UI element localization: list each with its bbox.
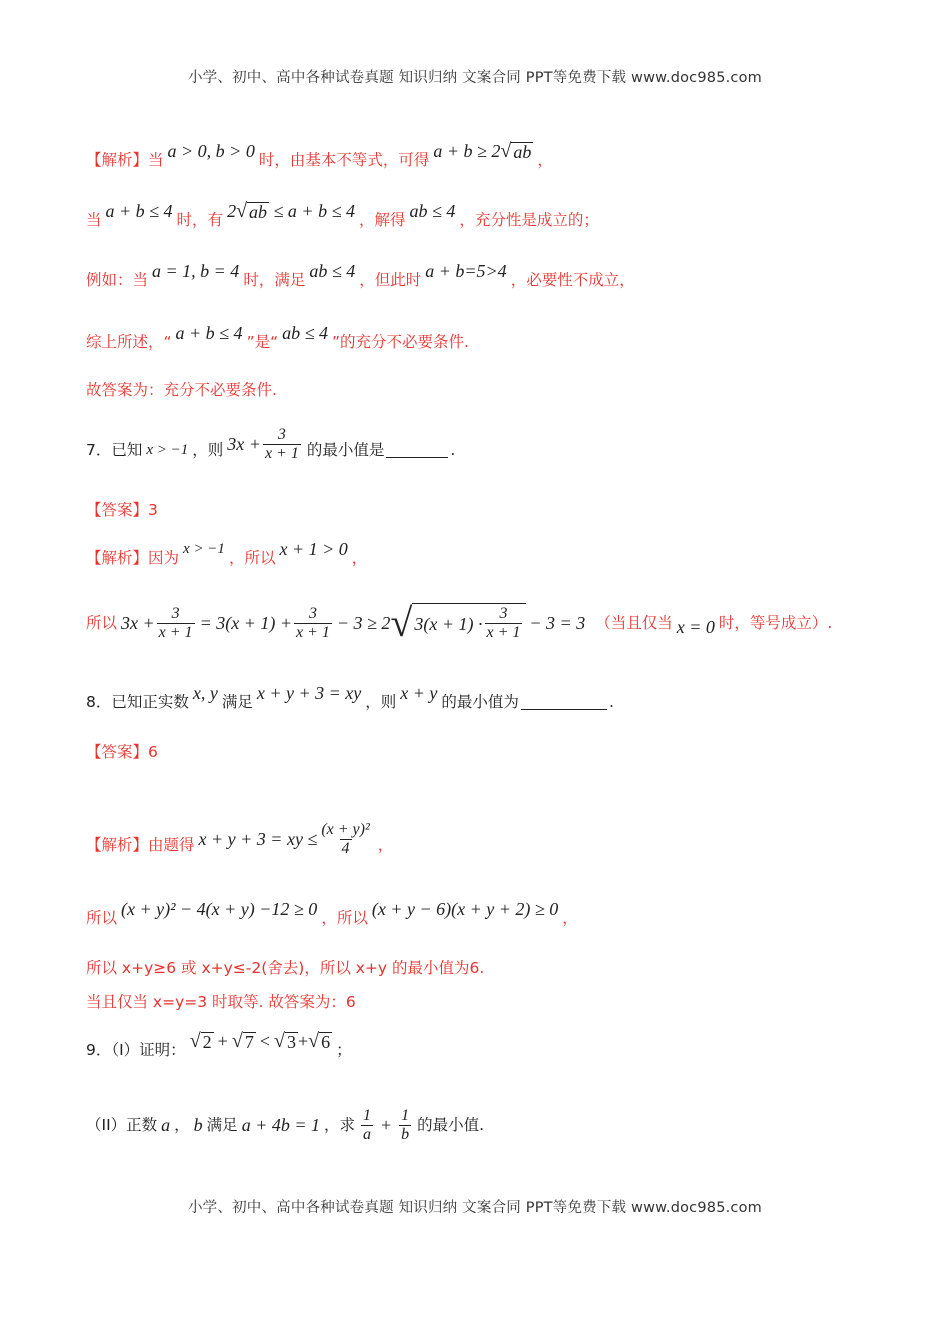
text: ，充分性是成立的；: [459, 211, 599, 229]
radicand: 3: [286, 1032, 296, 1052]
numerator: (x + y)²: [321, 820, 370, 838]
sqrt: √ 3: [273, 1030, 296, 1052]
math-part: a + b ≥ 2: [433, 141, 501, 161]
math-part: 3x +: [227, 434, 261, 454]
radicand: ab: [249, 202, 268, 222]
math-condition: ab ≤ 4: [282, 323, 329, 343]
radicand: 6: [321, 1032, 331, 1052]
text: ，求: [323, 1116, 355, 1134]
p6-analysis-line-4: [86, 323, 469, 352]
text: ，: [537, 151, 553, 169]
answer-tag: 【答案】: [86, 743, 149, 761]
math-inequality: (x + y − 6)(x + y + 2) ≥ 0: [371, 899, 559, 919]
text: 因为: [148, 549, 180, 567]
operator: +: [381, 1115, 392, 1135]
math-condition: a + b ≤ 4: [175, 323, 243, 343]
analysis-tag: 【解析】: [86, 549, 149, 567]
math-variable: a: [161, 1115, 171, 1135]
math-variables: x, y: [192, 683, 218, 703]
fraction: [263, 426, 301, 463]
fraction: [361, 1107, 373, 1144]
math-part: 3(x + 1) ·: [414, 613, 483, 634]
math-check: a + b=5>4: [425, 261, 507, 281]
text: .: [608, 693, 614, 711]
text: ，所以: [228, 549, 276, 567]
q7-analysis-line-1: [86, 539, 368, 568]
text: 的最小值为: [441, 693, 519, 711]
text: 时，由基本不等式，可得: [258, 151, 430, 169]
text: 故答案为：充分不必要条件.: [86, 381, 277, 399]
answer-blank: [521, 695, 607, 710]
question-number: 8．已知正实数: [86, 693, 189, 711]
math-part: − 3 ≥ 2: [336, 613, 391, 633]
p6-answer-line: [86, 380, 277, 400]
math-condition: x > −1: [146, 442, 189, 458]
operator: +: [297, 1031, 309, 1051]
math-inequality: [199, 821, 374, 858]
math-expression: [359, 1107, 413, 1144]
math-inequality: [433, 141, 533, 161]
sqrt: √ 3(x + 1) · $\frac{3}{x + 1}$: [390, 601, 526, 645]
text: （当且仅当: [595, 614, 673, 632]
math-example: a = 1, b = 4: [152, 261, 240, 281]
q8-analysis-line-1: [86, 820, 393, 870]
text: 时，满足: [243, 271, 306, 289]
answer-blank: [386, 443, 448, 458]
math-equality-condition: x = 0: [676, 617, 715, 637]
fraction: [157, 605, 195, 642]
math-condition: a + b ≤ 4: [105, 201, 173, 221]
text: （II）正数: [86, 1116, 158, 1134]
text: 的最小值是: [306, 441, 385, 459]
text: 当: [148, 151, 164, 169]
numerator: 1: [363, 1106, 371, 1124]
q9-part-1: [86, 1030, 352, 1060]
q7-question: [86, 425, 455, 475]
p6-analysis-line-2: [86, 200, 599, 230]
text: 时，等号成立）.: [718, 614, 833, 632]
math-part: = 3(x + 1) +: [199, 613, 292, 633]
text: ；: [336, 1041, 352, 1059]
radicand: 7: [244, 1032, 254, 1052]
radicand: ab: [513, 142, 532, 162]
math-part: x + y + 3 = xy ≤: [198, 829, 318, 849]
text: ”是“: [246, 333, 279, 351]
text: ，: [174, 1116, 190, 1134]
sqrt: √ 7: [231, 1030, 254, 1052]
answer-tag: 【答案】: [86, 501, 149, 519]
math-equation: x + y + 3 = xy: [256, 683, 362, 703]
answer-value: 6: [148, 743, 158, 761]
radicand: 2: [202, 1032, 212, 1052]
sqrt: √ ab: [500, 140, 532, 162]
text: 当且仅当 x=y=3 时取等. 故答案为：6: [86, 993, 356, 1011]
text: 的最小值.: [417, 1116, 485, 1134]
text: ，: [377, 836, 394, 854]
text: 所以: [86, 614, 118, 632]
math-derivation: [121, 601, 585, 645]
q7-answer: [86, 500, 158, 520]
denominator: x + 1: [158, 623, 193, 641]
operator: <: [259, 1031, 270, 1051]
text: 综上所述，“: [86, 333, 172, 351]
text: 时，有: [176, 211, 224, 229]
text: ，: [351, 549, 368, 567]
math-part: 3x +: [121, 613, 155, 633]
fraction: [294, 605, 332, 642]
math-result: ab ≤ 4: [409, 201, 456, 221]
text: ，: [562, 909, 578, 927]
numerator: 1: [401, 1106, 410, 1124]
math-condition: x > −1: [183, 541, 225, 557]
math-condition: a > 0, b > 0: [167, 141, 255, 161]
text: ，解得: [358, 211, 406, 229]
question-number: 9．（I）证明：: [86, 1041, 186, 1059]
math-condition: x + 1 > 0: [279, 539, 348, 559]
q8-analysis-line-2: [86, 899, 578, 928]
p6-analysis-line-3: [86, 261, 635, 290]
text: ，必要性不成立，: [510, 271, 635, 289]
text: 例如：当: [86, 271, 149, 289]
text: ，则: [192, 441, 224, 459]
text: ，所以: [321, 909, 368, 927]
numerator: 3: [499, 605, 508, 622]
math-part: ≤ a + b ≤ 4: [269, 201, 355, 221]
question-number: 7．已知: [86, 441, 143, 459]
text: 满足: [221, 693, 253, 711]
math-expression: x + y: [400, 683, 438, 703]
p6-analysis-line-1: [86, 140, 553, 170]
math-part: − 3 = 3: [529, 613, 586, 633]
q9-part-2: [86, 1100, 484, 1150]
math-expression: [227, 426, 303, 463]
page-header: 小学、初中、高中各种试卷真题 知识归纳 文案合同 PPT等免费下载 www.doc985.com: [187, 70, 763, 86]
numerator: 3: [308, 604, 317, 622]
fraction: [399, 1107, 411, 1144]
math-inequality: (x + y)² − 4(x + y) −12 ≥ 0: [121, 899, 318, 919]
text: 当: [86, 211, 102, 229]
operator: +: [217, 1031, 228, 1051]
math-variable: b: [193, 1115, 203, 1135]
text: 满足: [206, 1116, 238, 1134]
fraction: [319, 821, 371, 858]
text: 所以: [86, 909, 118, 927]
page-footer: 小学、初中、高中各种试卷真题 知识归纳 文案合同 PPT等免费下载 www.doc985.com: [187, 1200, 763, 1216]
analysis-tag: 【解析】: [86, 836, 149, 854]
text: ，则: [365, 693, 397, 711]
text: ”的充分不必要条件.: [332, 333, 469, 351]
denominator: x + 1: [486, 624, 521, 641]
math-inequality: [190, 1031, 332, 1051]
numerator: 3: [171, 604, 180, 622]
math-part: 2: [227, 201, 237, 221]
math-condition: ab ≤ 4: [309, 261, 356, 281]
q8-answer: [86, 742, 158, 762]
text: .: [450, 441, 456, 459]
sqrt: √ ab: [236, 200, 268, 222]
math-inequality: [227, 201, 355, 221]
denominator: b: [401, 1125, 410, 1143]
denominator: a: [363, 1125, 371, 1143]
q8-analysis-line-3: [86, 958, 484, 978]
q8-question: [86, 683, 614, 712]
sqrt: √ 6: [308, 1030, 331, 1052]
text: 由题得: [148, 836, 195, 854]
text: ，但此时: [359, 271, 422, 289]
numerator: 3: [277, 425, 286, 443]
denominator: x + 1: [295, 623, 330, 641]
text: 所以 x+y≥6 或 x+y≤-2(舍去)，所以 x+y 的最小值为6.: [86, 959, 485, 977]
analysis-tag: 【解析】: [86, 151, 149, 169]
answer-value: 3: [148, 501, 158, 519]
sqrt: √ 2: [189, 1030, 212, 1052]
denominator: 4: [341, 839, 350, 857]
fraction: [485, 605, 523, 642]
q8-analysis-line-4: [86, 992, 356, 1012]
q7-analysis-line-2: [86, 598, 832, 648]
denominator: x + 1: [264, 444, 299, 462]
math-equation: a + 4b = 1: [241, 1115, 320, 1135]
